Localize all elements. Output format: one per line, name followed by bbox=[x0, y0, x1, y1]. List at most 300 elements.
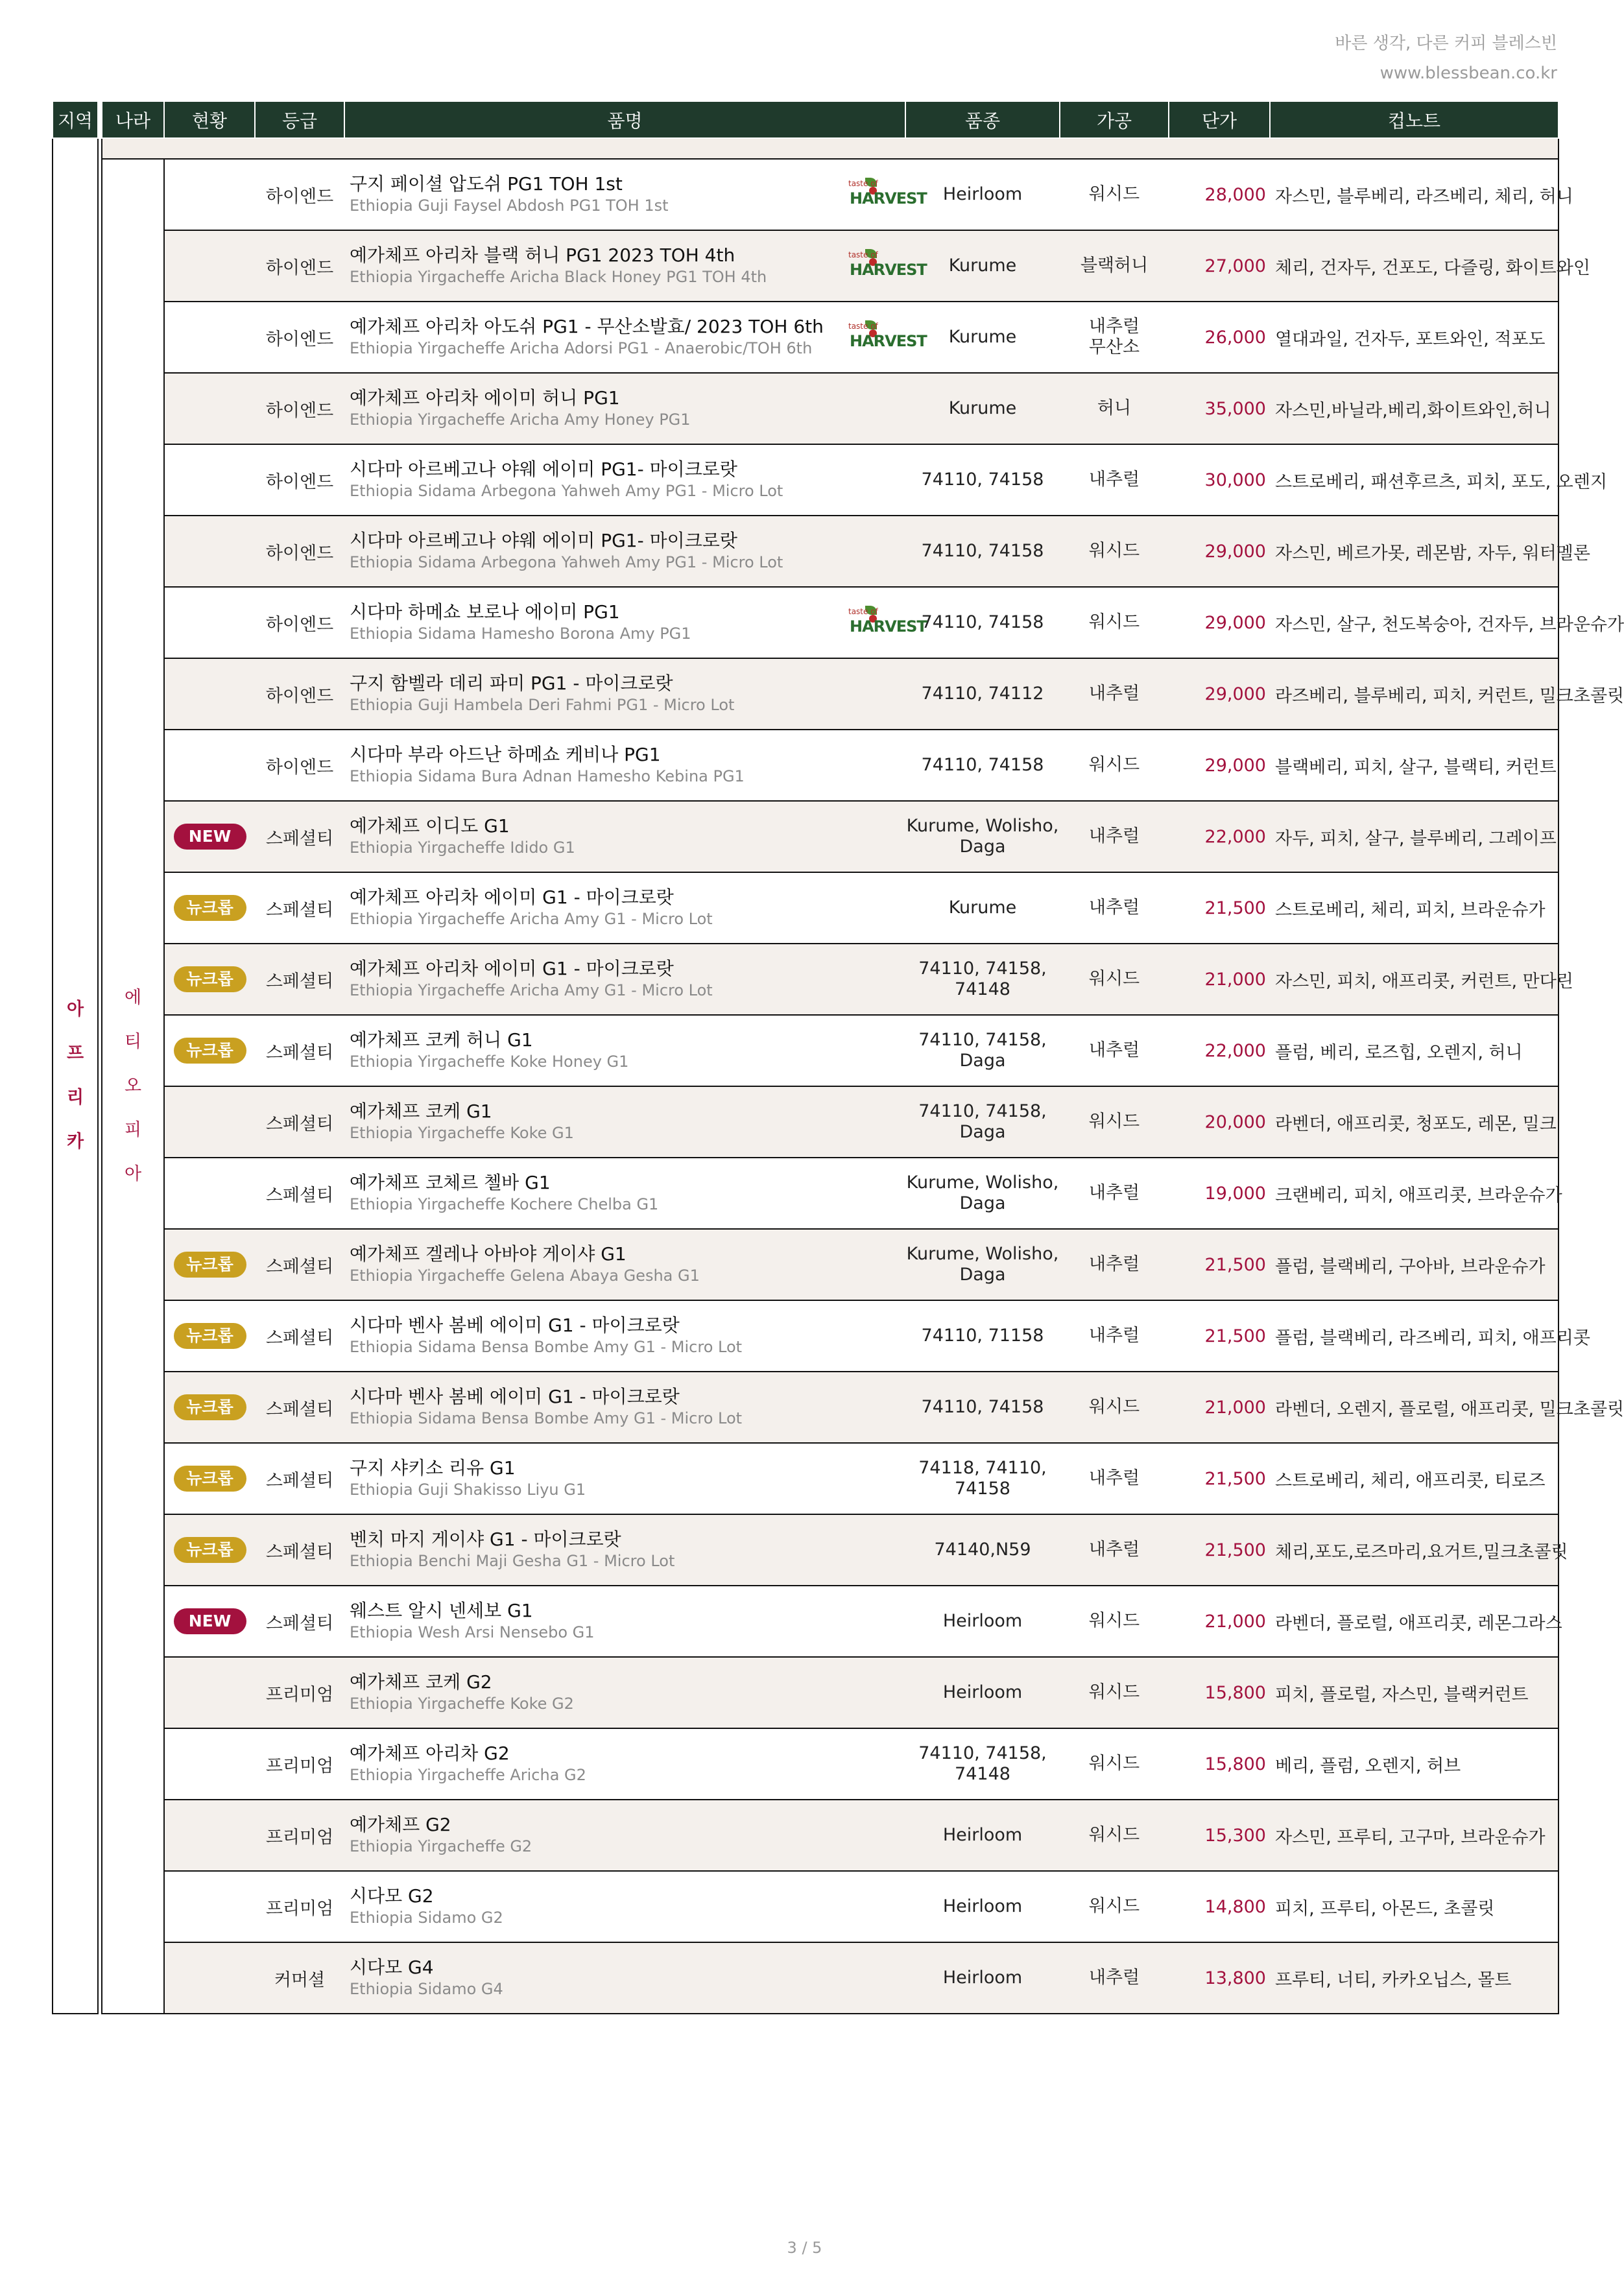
product-name-ko: 예가체프 아리차 에이미 G1 - 마이크로랏 bbox=[350, 958, 674, 979]
grade-cell: 하이엔드 bbox=[255, 302, 344, 373]
product-name-cell bbox=[344, 658, 905, 730]
process-text: 블랙허니 bbox=[1080, 256, 1149, 276]
cup-notes-cell: 체리,포도,로즈마리,요거트,밀크초콜릿 bbox=[1270, 1514, 1558, 1586]
variety-text: Heirloom bbox=[942, 1682, 1023, 1702]
product-name-cell bbox=[344, 1942, 905, 2014]
cup-notes-cell: 플럼, 베리, 로즈힙, 오렌지, 허니 bbox=[1270, 1015, 1558, 1086]
product-name-en: Ethiopia Sidama Hamesho Borona Amy PG1 bbox=[350, 625, 691, 643]
process-text: 워시드 bbox=[1088, 1896, 1140, 1916]
grade-cell: 프리미엄 bbox=[255, 1800, 344, 1871]
price-cell: 22,000 bbox=[1169, 1015, 1270, 1086]
product-name-cell bbox=[344, 159, 927, 230]
product-name-cell bbox=[344, 516, 905, 587]
product-name-en: Ethiopia Sidama Bura Adnan Hamesho Kebina PG1 bbox=[350, 767, 745, 785]
product-name-en: Ethiopia Yirgacheffe Aricha Black Honey PG1 TOH 4th bbox=[350, 268, 767, 286]
variety-cell bbox=[905, 944, 1060, 1015]
product-name-ko: 예가체프 이디도 G1 bbox=[350, 815, 510, 837]
product-name-ko: 시다마 아르베고나 야웨 에이미 PG1- 마이크로랏 bbox=[350, 530, 737, 551]
table-row[interactable] bbox=[53, 1800, 1558, 1871]
price-cell: 21,000 bbox=[1169, 1586, 1270, 1657]
separator-band bbox=[102, 138, 1558, 159]
cup-notes-cell: 크랜베리, 피치, 애프리콧, 브라운슈가 bbox=[1270, 1158, 1558, 1229]
status-cell bbox=[164, 159, 255, 230]
product-name-en: Ethiopia Sidamo G4 bbox=[350, 1980, 503, 1998]
table-row[interactable] bbox=[53, 658, 1558, 730]
status-cell bbox=[164, 1086, 255, 1158]
variety-cell bbox=[905, 302, 1060, 373]
product-name-en: Ethiopia Sidama Bensa Bombe Amy G1 - Micro Lot bbox=[350, 1338, 743, 1356]
process-text: 내추럴 bbox=[1088, 1183, 1140, 1203]
grade-cell: 스페셜티 bbox=[255, 1372, 344, 1443]
status-cell bbox=[164, 1586, 255, 1657]
grade-cell: 하이엔드 bbox=[255, 730, 344, 801]
price-cell: 30,000 bbox=[1169, 444, 1270, 516]
status-cell bbox=[164, 872, 255, 944]
process-cell bbox=[1060, 944, 1169, 1015]
price-table bbox=[52, 101, 1624, 2014]
table-row[interactable] bbox=[53, 944, 1558, 1015]
status-badge: 뉴크롭 bbox=[174, 1252, 246, 1278]
product-name-cell bbox=[344, 1229, 905, 1300]
table-row[interactable] bbox=[53, 302, 1558, 373]
process-text: 내추럴 무산소 bbox=[1088, 316, 1140, 357]
variety-text: Heirloom bbox=[942, 1896, 1023, 1916]
price-cell: 29,000 bbox=[1169, 730, 1270, 801]
variety-text: 74110, 74158 bbox=[921, 541, 1044, 561]
header-process: 가공 bbox=[1060, 101, 1169, 138]
product-name-cell bbox=[344, 1728, 905, 1800]
brand-block bbox=[1335, 29, 1557, 88]
variety-cell bbox=[905, 373, 1060, 444]
region-label: 아 프 리 카 bbox=[66, 999, 84, 1152]
grade-cell: 하이엔드 bbox=[255, 658, 344, 730]
table-row[interactable] bbox=[53, 516, 1558, 587]
product-name-ko: 웨스트 알시 넨세보 G1 bbox=[350, 1600, 533, 1621]
process-text: 내추럴 bbox=[1088, 1968, 1140, 1988]
grade-cell: 하이엔드 bbox=[255, 587, 344, 658]
product-name-cell bbox=[344, 1514, 905, 1586]
table-row[interactable] bbox=[53, 1443, 1558, 1514]
table-row[interactable] bbox=[53, 1229, 1558, 1300]
product-name-ko: 시다모 G2 bbox=[350, 1885, 434, 1907]
price-cell: 14,800 bbox=[1169, 1871, 1270, 1942]
status-badge: 뉴크롭 bbox=[174, 1466, 246, 1492]
product-name-cell bbox=[344, 1871, 905, 1942]
product-name-en: Ethiopia Benchi Maji Gesha G1 - Micro Lot bbox=[350, 1552, 675, 1570]
table-row[interactable] bbox=[53, 1015, 1558, 1086]
process-cell bbox=[1060, 373, 1169, 444]
product-name-cell bbox=[344, 373, 905, 444]
cup-notes-cell: 체리, 건자두, 건포도, 다즐링, 화이트와인 bbox=[1270, 230, 1558, 302]
process-text: 워시드 bbox=[1088, 612, 1140, 632]
process-text: 허니 bbox=[1097, 398, 1132, 418]
status-cell bbox=[164, 1158, 255, 1229]
variety-text: 74118, 74110, 74158 bbox=[918, 1458, 1047, 1499]
brand-url[interactable]: www.blessbean.co.kr bbox=[1379, 64, 1557, 83]
cup-notes-cell: 라벤더, 플로럴, 애프리콧, 레몬그라스 bbox=[1270, 1586, 1558, 1657]
process-cell bbox=[1060, 1300, 1169, 1372]
product-name-cell bbox=[344, 302, 927, 373]
cup-notes-cell: 플럼, 블랙베리, 구아바, 브라운슈가 bbox=[1270, 1229, 1558, 1300]
product-name-ko: 예가체프 코체르 첼바 G1 bbox=[350, 1172, 551, 1193]
product-name-cell bbox=[344, 1300, 905, 1372]
status-cell bbox=[164, 1942, 255, 2014]
process-text: 워시드 bbox=[1088, 1754, 1140, 1774]
grade-cell: 스페셜티 bbox=[255, 1300, 344, 1372]
variety-text: Heirloom bbox=[942, 1611, 1023, 1631]
header-price: 단가 bbox=[1169, 101, 1270, 138]
process-text: 워시드 bbox=[1088, 1112, 1140, 1132]
price-cell: 27,000 bbox=[1169, 230, 1270, 302]
product-name-ko: 예가체프 아리차 에이미 허니 PG1 bbox=[350, 387, 620, 409]
process-cell bbox=[1060, 1229, 1169, 1300]
product-name-cell bbox=[344, 872, 905, 944]
price-cell: 28,000 bbox=[1169, 159, 1270, 230]
table-row[interactable] bbox=[53, 1300, 1558, 1372]
product-name-cell bbox=[344, 730, 905, 801]
taste-of-harvest-logo: taste of HARVEST bbox=[848, 250, 927, 279]
product-name-en: Ethiopia Guji Hambela Deri Fahmi PG1 - Micro Lot bbox=[350, 696, 735, 714]
price-cell: 21,000 bbox=[1169, 1372, 1270, 1443]
variety-cell bbox=[905, 1300, 1060, 1372]
product-name-en: Ethiopia Sidamo G2 bbox=[350, 1909, 503, 1927]
table-header-row bbox=[53, 101, 1558, 138]
product-name-ko: 예가체프 아리차 G2 bbox=[350, 1743, 510, 1764]
process-cell bbox=[1060, 159, 1169, 230]
process-cell bbox=[1060, 1942, 1169, 2014]
status-cell bbox=[164, 1514, 255, 1586]
price-cell: 20,000 bbox=[1169, 1086, 1270, 1158]
product-name-en: Ethiopia Yirgacheffe Aricha Amy G1 - Micro Lot bbox=[350, 910, 713, 928]
page-number: 3 / 5 bbox=[787, 2239, 822, 2257]
product-name-ko: 시다마 하메쇼 보로나 에이미 PG1 bbox=[350, 601, 620, 623]
header-status: 현황 bbox=[164, 101, 255, 138]
table-row[interactable] bbox=[53, 373, 1558, 444]
process-cell bbox=[1060, 230, 1169, 302]
process-text: 내추럴 bbox=[1088, 470, 1140, 490]
variety-cell bbox=[905, 516, 1060, 587]
table-row[interactable] bbox=[53, 1942, 1558, 2014]
table-row[interactable] bbox=[53, 1372, 1558, 1443]
header-country: 나라 bbox=[102, 101, 164, 138]
cup-notes-cell: 블랙베리, 피치, 살구, 블랙티, 커런트 bbox=[1270, 730, 1558, 801]
cup-notes-cell: 플럼, 블랙베리, 라즈베리, 피치, 애프리콧 bbox=[1270, 1300, 1558, 1372]
status-badge: 뉴크롭 bbox=[174, 1394, 246, 1420]
product-name-ko: 예가체프 겔레나 아바야 게이샤 G1 bbox=[350, 1243, 627, 1265]
cup-notes-cell: 프루티, 너티, 카카오닙스, 몰트 bbox=[1270, 1942, 1558, 2014]
price-cell: 15,800 bbox=[1169, 1657, 1270, 1728]
cup-notes-cell: 스트로베리, 체리, 애프리콧, 티로즈 bbox=[1270, 1443, 1558, 1514]
variety-cell bbox=[905, 1015, 1060, 1086]
variety-cell bbox=[905, 1229, 1060, 1300]
table-row[interactable] bbox=[53, 1657, 1558, 1728]
variety-cell bbox=[905, 872, 1060, 944]
status-badge: 뉴크롭 bbox=[174, 1038, 246, 1064]
variety-text: 74110, 74158, 74148 bbox=[918, 959, 1047, 999]
variety-text: Kurume, Wolisho, Daga bbox=[906, 1244, 1059, 1285]
status-cell bbox=[164, 1372, 255, 1443]
header-grade: 등급 bbox=[255, 101, 344, 138]
grade-cell: 하이엔드 bbox=[255, 230, 344, 302]
table-row[interactable] bbox=[53, 1728, 1558, 1800]
product-name-cell bbox=[344, 1158, 905, 1229]
status-cell bbox=[164, 658, 255, 730]
table-row[interactable] bbox=[53, 1586, 1558, 1657]
variety-cell bbox=[905, 1800, 1060, 1871]
variety-cell bbox=[905, 658, 1060, 730]
variety-text: 74110, 74158, Daga bbox=[918, 1101, 1047, 1142]
price-cell: 21,500 bbox=[1169, 1229, 1270, 1300]
product-name-en: Ethiopia Wesh Arsi Nensebo G1 bbox=[350, 1623, 595, 1641]
product-name-ko: 예가체프 코케 허니 G1 bbox=[350, 1029, 533, 1051]
process-cell bbox=[1060, 1514, 1169, 1586]
product-name-cell bbox=[344, 444, 905, 516]
table-row[interactable] bbox=[53, 444, 1558, 516]
process-cell bbox=[1060, 872, 1169, 944]
status-badge: 뉴크롭 bbox=[174, 966, 246, 992]
variety-text: 74110, 71158 bbox=[921, 1326, 1044, 1346]
process-text: 내추럴 bbox=[1088, 826, 1140, 846]
table-row[interactable] bbox=[53, 730, 1558, 801]
table-row[interactable] bbox=[53, 872, 1558, 944]
grade-cell: 스페셜티 bbox=[255, 1514, 344, 1586]
status-cell bbox=[164, 1300, 255, 1372]
product-name-cell bbox=[344, 1800, 905, 1871]
cup-notes-cell: 열대과일, 건자두, 포트와인, 적포도 bbox=[1270, 302, 1558, 373]
product-name-en: Ethiopia Yirgacheffe Kochere Chelba G1 bbox=[350, 1195, 659, 1213]
grade-cell: 하이엔드 bbox=[255, 444, 344, 516]
status-cell bbox=[164, 373, 255, 444]
status-cell bbox=[164, 302, 255, 373]
product-name-en: Ethiopia Sidama Arbegona Yahweh Amy PG1 - Micro Lot bbox=[350, 553, 783, 571]
price-cell: 21,500 bbox=[1169, 1300, 1270, 1372]
table-row[interactable] bbox=[53, 230, 1558, 302]
product-name-en: Ethiopia Guji Shakisso Liyu G1 bbox=[350, 1481, 586, 1499]
status-badge: 뉴크롭 bbox=[174, 1323, 246, 1349]
process-cell bbox=[1060, 1158, 1169, 1229]
variety-text: Kurume bbox=[948, 327, 1017, 347]
cup-notes-cell: 자스민, 피치, 애프리콧, 커런트, 만다린 bbox=[1270, 944, 1558, 1015]
brand-slogan: 바른 생각, 다른 커피 블레스빈 bbox=[1335, 34, 1557, 53]
variety-text: 74110, 74112 bbox=[921, 684, 1044, 704]
product-name-en: Ethiopia Yirgacheffe Koke G1 bbox=[350, 1124, 574, 1142]
process-text: 워시드 bbox=[1088, 1611, 1140, 1631]
process-cell bbox=[1060, 1586, 1169, 1657]
product-name-cell bbox=[344, 587, 927, 658]
status-cell bbox=[164, 730, 255, 801]
price-cell: 26,000 bbox=[1169, 302, 1270, 373]
price-cell: 15,300 bbox=[1169, 1800, 1270, 1871]
variety-text: Heirloom bbox=[942, 1968, 1023, 1988]
process-cell bbox=[1060, 658, 1169, 730]
status-cell bbox=[164, 801, 255, 872]
product-name-cell bbox=[344, 944, 905, 1015]
process-cell bbox=[1060, 587, 1169, 658]
grade-cell: 스페셜티 bbox=[255, 1158, 344, 1229]
product-name-cell bbox=[344, 230, 927, 302]
product-name-ko: 예가체프 아리차 아도쉬 PG1 - 무산소발효/ 2023 TOH 6th bbox=[350, 316, 824, 337]
product-name-en: Ethiopia Yirgacheffe Idido G1 bbox=[350, 839, 575, 857]
cup-notes-cell: 자두, 피치, 살구, 블루베리, 그레이프 bbox=[1270, 801, 1558, 872]
price-cell: 29,000 bbox=[1169, 516, 1270, 587]
grade-cell: 스페셜티 bbox=[255, 1086, 344, 1158]
grade-cell: 스페셜티 bbox=[255, 1443, 344, 1514]
product-name-ko: 벤치 마지 게이샤 G1 - 마이크로랏 bbox=[350, 1529, 621, 1550]
status-badge: 뉴크롭 bbox=[174, 1537, 246, 1563]
variety-cell bbox=[905, 1443, 1060, 1514]
variety-cell bbox=[905, 1514, 1060, 1586]
product-name-en: Ethiopia Sidama Arbegona Yahweh Amy PG1 - Micro Lot bbox=[350, 482, 783, 500]
process-text: 내추럴 bbox=[1088, 1254, 1140, 1274]
process-cell bbox=[1060, 1372, 1169, 1443]
status-cell bbox=[164, 516, 255, 587]
product-name-en: Ethiopia Yirgacheffe Gelena Abaya Gesha G1 bbox=[350, 1267, 700, 1285]
taste-of-harvest-logo: taste of HARVEST bbox=[848, 607, 927, 636]
product-name-en: Ethiopia Yirgacheffe Aricha Amy G1 - Micro Lot bbox=[350, 981, 713, 999]
grade-cell: 하이엔드 bbox=[255, 516, 344, 587]
process-cell bbox=[1060, 1800, 1169, 1871]
variety-cell bbox=[905, 730, 1060, 801]
grade-cell: 커머셜 bbox=[255, 1942, 344, 2014]
process-text: 워시드 bbox=[1088, 1397, 1140, 1417]
cup-notes-cell: 자스민, 살구, 천도복숭아, 건자두, 브라운슈가 bbox=[1270, 587, 1558, 658]
country-cell bbox=[102, 159, 164, 2014]
product-name-ko: 시다마 부라 아드난 하메쇼 케비나 PG1 bbox=[350, 744, 661, 765]
status-cell bbox=[164, 444, 255, 516]
process-cell bbox=[1060, 444, 1169, 516]
table-row[interactable] bbox=[53, 1086, 1558, 1158]
variety-text: Kurume, Wolisho, Daga bbox=[906, 816, 1059, 857]
variety-text: Heirloom bbox=[942, 1825, 1023, 1845]
variety-cell bbox=[905, 587, 1060, 658]
process-cell bbox=[1060, 1015, 1169, 1086]
cup-notes-cell: 자스민, 블루베리, 라즈베리, 체리, 허니 bbox=[1270, 159, 1558, 230]
process-text: 워시드 bbox=[1088, 1825, 1140, 1845]
variety-text: Kurume bbox=[948, 898, 1017, 918]
process-cell bbox=[1060, 730, 1169, 801]
table-row[interactable] bbox=[53, 1514, 1558, 1586]
grade-cell: 스페셜티 bbox=[255, 944, 344, 1015]
variety-text: 74110, 74158 bbox=[921, 755, 1044, 775]
price-cell: 13,800 bbox=[1169, 1942, 1270, 2014]
status-cell bbox=[164, 1728, 255, 1800]
table-row[interactable] bbox=[53, 159, 1558, 230]
cup-notes-cell: 스트로베리, 패션후르츠, 피치, 포도, 오렌지 bbox=[1270, 444, 1558, 516]
process-text: 내추럴 bbox=[1088, 1540, 1140, 1560]
process-text: 워시드 bbox=[1088, 184, 1140, 204]
cup-notes-cell: 자스민, 베르가못, 레몬밤, 자두, 워터멜론 bbox=[1270, 516, 1558, 587]
header-region: 지역 bbox=[53, 101, 98, 138]
product-name-ko: 시다마 벤사 봄베 에이미 G1 - 마이크로랏 bbox=[350, 1386, 680, 1407]
product-name-ko: 예가체프 코케 G2 bbox=[350, 1671, 492, 1693]
variety-text: 74110, 74158, 74148 bbox=[918, 1743, 1047, 1784]
cup-notes-cell: 피치, 플로럴, 자스민, 블랙커런트 bbox=[1270, 1657, 1558, 1728]
variety-text: Kurume, Wolisho, Daga bbox=[906, 1173, 1059, 1213]
product-name-cell bbox=[344, 1443, 905, 1514]
status-cell bbox=[164, 1657, 255, 1728]
product-name-en: Ethiopia Yirgacheffe Koke G2 bbox=[350, 1695, 574, 1713]
price-cell: 35,000 bbox=[1169, 373, 1270, 444]
product-name-ko: 예가체프 아리차 에이미 G1 - 마이크로랏 bbox=[350, 887, 674, 908]
grade-cell: 스페셜티 bbox=[255, 1229, 344, 1300]
table-row[interactable] bbox=[53, 1158, 1558, 1229]
table-row[interactable] bbox=[53, 801, 1558, 872]
price-cell: 21,500 bbox=[1169, 1514, 1270, 1586]
product-name-en: Ethiopia Sidama Bensa Bombe Amy G1 - Micro Lot bbox=[350, 1409, 743, 1427]
variety-cell bbox=[905, 1942, 1060, 2014]
product-name-ko: 시다마 아르베고나 야웨 에이미 PG1- 마이크로랏 bbox=[350, 459, 737, 480]
cup-notes-cell: 라벤더, 애프리콧, 청포도, 레몬, 밀크 bbox=[1270, 1086, 1558, 1158]
cup-notes-cell: 피치, 프루티, 아몬드, 초콜릿 bbox=[1270, 1871, 1558, 1942]
variety-text: 74140,N59 bbox=[934, 1540, 1031, 1560]
header-name: 품명 bbox=[344, 101, 905, 138]
cup-notes-cell: 자스민,바닐라,베리,화이트와인,허니 bbox=[1270, 373, 1558, 444]
price-cell: 21,000 bbox=[1169, 944, 1270, 1015]
grade-cell: 스페셜티 bbox=[255, 1015, 344, 1086]
status-badge: NEW bbox=[174, 824, 246, 850]
process-cell bbox=[1060, 1443, 1169, 1514]
country-label: 에 티 오 피 아 bbox=[124, 988, 142, 1184]
product-name-ko: 구지 페이셜 압도쉬 PG1 TOH 1st bbox=[350, 173, 623, 195]
cup-notes-cell: 라즈베리, 블루베리, 피치, 커런트, 밀크초콜릿 bbox=[1270, 658, 1558, 730]
variety-cell bbox=[905, 1372, 1060, 1443]
process-cell bbox=[1060, 1871, 1169, 1942]
variety-cell bbox=[905, 1871, 1060, 1942]
status-cell bbox=[164, 230, 255, 302]
product-name-cell bbox=[344, 1586, 905, 1657]
process-cell bbox=[1060, 801, 1169, 872]
grade-cell: 하이엔드 bbox=[255, 373, 344, 444]
variety-cell bbox=[905, 1158, 1060, 1229]
product-name-ko: 구지 함벨라 데리 파미 PG1 - 마이크로랏 bbox=[350, 673, 673, 694]
table-row[interactable] bbox=[53, 1871, 1558, 1942]
grade-cell: 프리미엄 bbox=[255, 1728, 344, 1800]
variety-cell bbox=[905, 801, 1060, 872]
grade-cell: 하이엔드 bbox=[255, 159, 344, 230]
process-cell bbox=[1060, 1086, 1169, 1158]
price-cell: 21,500 bbox=[1169, 1443, 1270, 1514]
taste-of-harvest-logo: taste of HARVEST bbox=[848, 179, 927, 208]
variety-cell bbox=[905, 1657, 1060, 1728]
price-cell: 29,000 bbox=[1169, 658, 1270, 730]
process-text: 워시드 bbox=[1088, 541, 1140, 561]
price-cell: 21,500 bbox=[1169, 872, 1270, 944]
variety-text: 74110, 74158 bbox=[921, 1397, 1044, 1417]
process-text: 내추럴 bbox=[1088, 898, 1140, 918]
process-text: 워시드 bbox=[1088, 755, 1140, 775]
variety-text: Heirloom bbox=[942, 184, 1023, 204]
variety-cell bbox=[905, 444, 1060, 516]
product-name-ko: 시다모 G4 bbox=[350, 1957, 434, 1978]
variety-text: 74110, 74158 bbox=[921, 612, 1044, 632]
process-text: 워시드 bbox=[1088, 969, 1140, 989]
table-row[interactable] bbox=[53, 587, 1558, 658]
cup-notes-cell: 베리, 플럼, 오렌지, 허브 bbox=[1270, 1728, 1558, 1800]
product-name-ko: 예가체프 아리차 블랙 허니 PG1 2023 TOH 4th bbox=[350, 244, 735, 266]
process-text: 내추럴 bbox=[1088, 684, 1140, 704]
variety-text: 74110, 74158, Daga bbox=[918, 1030, 1047, 1071]
variety-text: Kurume bbox=[948, 398, 1017, 418]
grade-cell: 프리미엄 bbox=[255, 1657, 344, 1728]
variety-cell bbox=[905, 159, 1060, 230]
process-cell bbox=[1060, 302, 1169, 373]
price-cell: 19,000 bbox=[1169, 1158, 1270, 1229]
product-name-cell bbox=[344, 1657, 905, 1728]
product-name-cell bbox=[344, 1372, 905, 1443]
status-cell bbox=[164, 587, 255, 658]
product-name-ko: 구지 샤키소 리유 G1 bbox=[350, 1457, 516, 1479]
product-name-en: Ethiopia Yirgacheffe G2 bbox=[350, 1837, 532, 1855]
